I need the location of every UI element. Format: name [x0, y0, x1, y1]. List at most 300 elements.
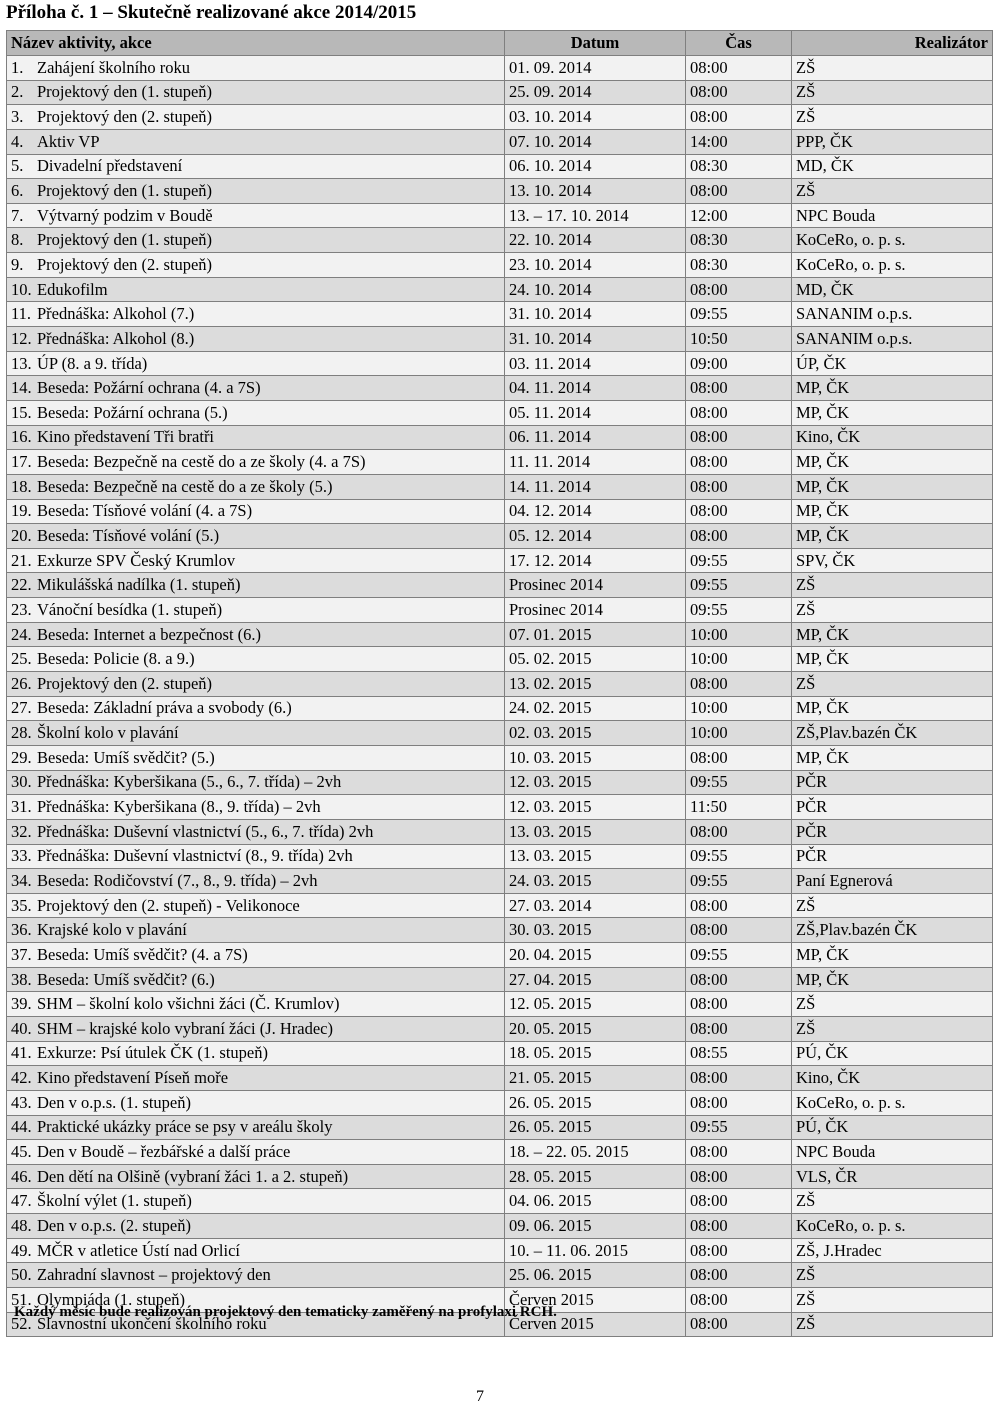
table-row	[7, 400, 993, 425]
row-number: 18.	[11, 476, 32, 496]
row-number: 14.	[11, 378, 32, 398]
row-number: 33.	[11, 846, 32, 866]
cell-organizer: ZŠ	[792, 672, 993, 697]
activity-name: Aktiv VP	[37, 131, 100, 151]
row-number: 4.	[11, 131, 24, 151]
table-row	[7, 1189, 993, 1214]
cell-date: Červen 2015	[505, 1288, 686, 1313]
footnote: Každý měsíc bude realizován projektový den tematicky zaměřený na profylaxi RCH.	[14, 1304, 557, 1320]
table-row	[7, 1016, 993, 1041]
table-row	[7, 450, 993, 475]
activity-name: Projektový den (2. stupeň)	[37, 107, 213, 127]
cell-time: 08:00	[686, 400, 792, 425]
cell-time: 09:55	[686, 573, 792, 598]
row-number: 11.	[11, 304, 32, 324]
cell-date: 03. 10. 2014	[505, 105, 686, 130]
row-number: 45.	[11, 1142, 32, 1161]
cell-date: 24. 03. 2015	[505, 869, 686, 894]
activity-name: Beseda: Policie (8. a 9.)	[37, 649, 195, 669]
cell-date: 12. 03. 2015	[505, 770, 686, 795]
page-number: 7	[476, 1388, 484, 1405]
cell-activity	[7, 647, 505, 672]
table-row	[7, 474, 993, 499]
cell-date: 21. 05. 2015	[505, 1066, 686, 1091]
row-number: 42.	[11, 1068, 32, 1088]
cell-time: 08:00	[686, 992, 792, 1017]
table-row	[7, 499, 993, 524]
cell-activity	[7, 228, 505, 253]
cell-date: 04. 12. 2014	[505, 499, 686, 524]
cell-activity	[7, 105, 505, 130]
cell-time: 09:55	[686, 598, 792, 623]
cell-organizer: PÚ, ČK	[792, 1115, 993, 1140]
table-row	[7, 918, 993, 943]
cell-activity	[7, 1090, 505, 1115]
activity-name: SHM – krajské kolo vybraní žáci (J. Hradec)	[37, 1018, 333, 1038]
activity-name: Den v o.p.s. (2. stupeň)	[37, 1215, 191, 1235]
activity-name: Beseda: Umíš svědčit? (5.)	[37, 747, 215, 767]
cell-date: 23. 10. 2014	[505, 253, 686, 278]
activity-name: Divadelní představení	[37, 156, 183, 176]
cell-time: 09:55	[686, 869, 792, 894]
table-row	[7, 696, 993, 721]
cell-time: 08:00	[686, 1090, 792, 1115]
activity-name: Školní kolo v plavání	[37, 723, 179, 743]
cell-activity	[7, 1164, 505, 1189]
cell-time: 09:55	[686, 844, 792, 869]
cell-date: Prosinec 2014	[505, 573, 686, 598]
table-row	[7, 1214, 993, 1239]
table-row	[7, 154, 993, 179]
cell-organizer: Kino, ČK	[792, 425, 993, 450]
activity-name: Beseda: Požární ochrana (5.)	[37, 402, 228, 422]
cell-time: 12:00	[686, 203, 792, 228]
activity-name: Přednáška: Kyberšikana (5., 6., 7. třída) – 2vh	[37, 772, 342, 792]
cell-organizer: KoCeRo, o. p. s.	[792, 253, 993, 278]
table-row	[7, 721, 993, 746]
cell-time: 08:55	[686, 1041, 792, 1066]
table-row	[7, 1041, 993, 1066]
cell-activity	[7, 400, 505, 425]
cell-organizer: ZŠ	[792, 105, 993, 130]
cell-time: 08:00	[686, 524, 792, 549]
cell-activity	[7, 524, 505, 549]
cell-organizer: MP, ČK	[792, 524, 993, 549]
cell-date: 17. 12. 2014	[505, 548, 686, 573]
row-number: 39.	[11, 994, 32, 1014]
activities-table	[6, 30, 993, 1337]
cell-organizer: Kino, ČK	[792, 1066, 993, 1091]
row-number: 12.	[11, 328, 32, 348]
cell-activity	[7, 943, 505, 968]
cell-time: 08:00	[686, 105, 792, 130]
row-number: 30.	[11, 772, 32, 792]
cell-organizer: ZŠ	[792, 1288, 993, 1313]
cell-time: 08:00	[686, 80, 792, 105]
row-number: 24.	[11, 624, 32, 644]
cell-organizer: ZŠ,Plav.bazén ČK	[792, 721, 993, 746]
row-number: 5.	[11, 156, 24, 176]
row-number: 15.	[11, 402, 32, 422]
cell-date: 04. 11. 2014	[505, 376, 686, 401]
cell-time: 10:00	[686, 721, 792, 746]
table-row	[7, 80, 993, 105]
cell-activity	[7, 253, 505, 278]
row-number: 40.	[11, 1018, 32, 1038]
cell-date: 01. 09. 2014	[505, 56, 686, 81]
cell-activity	[7, 351, 505, 376]
activity-name: Projektový den (2. stupeň)	[37, 254, 213, 274]
cell-date: 09. 06. 2015	[505, 1214, 686, 1239]
cell-activity	[7, 598, 505, 623]
cell-time: 08:00	[686, 1066, 792, 1091]
cell-activity	[7, 893, 505, 918]
cell-activity	[7, 696, 505, 721]
table-row	[7, 548, 993, 573]
cell-organizer: NPC Bouda	[792, 1140, 993, 1165]
cell-date: 06. 10. 2014	[505, 154, 686, 179]
cell-date: 27. 04. 2015	[505, 967, 686, 992]
cell-time: 08:00	[686, 474, 792, 499]
cell-organizer: KoCeRo, o. p. s.	[792, 228, 993, 253]
cell-date: 11. 11. 2014	[505, 450, 686, 475]
cell-activity	[7, 1263, 505, 1288]
table-row	[7, 302, 993, 327]
cell-date: 10. – 11. 06. 2015	[505, 1238, 686, 1263]
cell-date: 27. 03. 2014	[505, 893, 686, 918]
cell-organizer: KoCeRo, o. p. s.	[792, 1214, 993, 1239]
cell-time: 09:55	[686, 770, 792, 795]
cell-activity	[7, 844, 505, 869]
cell-organizer: ZŠ	[792, 179, 993, 204]
row-number: 21.	[11, 550, 32, 570]
cell-time: 09:55	[686, 943, 792, 968]
cell-activity	[7, 56, 505, 81]
cell-activity	[7, 1140, 505, 1165]
row-number: 25.	[11, 649, 32, 669]
cell-time: 11:50	[686, 795, 792, 820]
cell-organizer: ZŠ	[792, 1263, 993, 1288]
row-number: 31.	[11, 797, 32, 817]
cell-time: 08:00	[686, 56, 792, 81]
cell-organizer: ZŠ	[792, 893, 993, 918]
activity-name: Zahradní slavnost – projektový den	[37, 1265, 271, 1285]
cell-organizer: ZŠ,Plav.bazén ČK	[792, 918, 993, 943]
row-number: 26.	[11, 673, 32, 693]
row-number: 17.	[11, 452, 32, 472]
cell-date: 05. 02. 2015	[505, 647, 686, 672]
row-number: 13.	[11, 353, 32, 373]
cell-time: 08:00	[686, 1312, 792, 1337]
activity-name: Den v Boudě – řezbářské a další práce	[37, 1142, 291, 1161]
table-row	[7, 1090, 993, 1115]
activity-name: Exkurze SPV Český Krumlov	[37, 550, 236, 570]
table-row	[7, 992, 993, 1017]
cell-organizer: MP, ČK	[792, 499, 993, 524]
table-row	[7, 844, 993, 869]
cell-organizer: PČR	[792, 770, 993, 795]
cell-activity	[7, 1066, 505, 1091]
cell-organizer: KoCeRo, o. p. s.	[792, 1090, 993, 1115]
table-row	[7, 967, 993, 992]
cell-organizer: ZŠ, J.Hradec	[792, 1238, 993, 1263]
table-row	[7, 179, 993, 204]
cell-organizer: ZŠ	[792, 1016, 993, 1041]
cell-organizer: MP, ČK	[792, 400, 993, 425]
cell-activity	[7, 302, 505, 327]
row-number: 8.	[11, 230, 24, 250]
cell-activity	[7, 425, 505, 450]
cell-activity	[7, 622, 505, 647]
activity-name: Kino představení Tři bratři	[37, 427, 215, 447]
cell-organizer: MP, ČK	[792, 647, 993, 672]
row-number: 34.	[11, 870, 32, 890]
cell-organizer: VLS, ČR	[792, 1164, 993, 1189]
cell-time: 09:00	[686, 351, 792, 376]
cell-time: 08:00	[686, 819, 792, 844]
activity-name: Krajské kolo v plavání	[37, 920, 187, 940]
table-row	[7, 819, 993, 844]
cell-time: 09:55	[686, 302, 792, 327]
cell-activity	[7, 721, 505, 746]
cell-organizer: ZŠ	[792, 80, 993, 105]
row-number: 36.	[11, 920, 32, 940]
cell-time: 08:00	[686, 918, 792, 943]
table-row	[7, 203, 993, 228]
table-row	[7, 1115, 993, 1140]
activity-name: MČR v atletice Ústí nad Orlicí	[37, 1240, 241, 1260]
row-number: 51.	[11, 1289, 32, 1309]
row-number: 38.	[11, 969, 32, 989]
activity-name: Kino představení Píseň moře	[37, 1068, 229, 1088]
cell-organizer: MP, ČK	[792, 376, 993, 401]
cell-time: 08:00	[686, 1214, 792, 1239]
row-number: 23.	[11, 599, 32, 619]
activity-name: Přednáška: Alkohol (7.)	[37, 304, 195, 324]
cell-date: 14. 11. 2014	[505, 474, 686, 499]
table-row	[7, 56, 993, 81]
cell-time: 08:00	[686, 1164, 792, 1189]
cell-organizer: MP, ČK	[792, 943, 993, 968]
table-row	[7, 598, 993, 623]
activity-name: Edukofilm	[37, 279, 108, 299]
cell-activity	[7, 474, 505, 499]
row-number: 50.	[11, 1265, 32, 1285]
cell-time: 08:00	[686, 745, 792, 770]
activity-name: Projektový den (1. stupeň)	[37, 82, 213, 102]
cell-organizer: ZŠ	[792, 598, 993, 623]
cell-date: 31. 10. 2014	[505, 302, 686, 327]
cell-time: 14:00	[686, 129, 792, 154]
cell-date: 25. 06. 2015	[505, 1263, 686, 1288]
cell-activity	[7, 992, 505, 1017]
cell-activity	[7, 1189, 505, 1214]
row-number: 44.	[11, 1117, 32, 1137]
cell-organizer: MD, ČK	[792, 277, 993, 302]
cell-time: 08:00	[686, 1288, 792, 1313]
cell-date: 07. 01. 2015	[505, 622, 686, 647]
activity-name: Beseda: Bezpečně na cestě do a ze školy (4. a 7S)	[37, 452, 366, 472]
cell-date: 26. 05. 2015	[505, 1090, 686, 1115]
cell-activity	[7, 1016, 505, 1041]
table-row	[7, 105, 993, 130]
cell-organizer: ÚP, ČK	[792, 351, 993, 376]
cell-activity	[7, 179, 505, 204]
cell-activity	[7, 1238, 505, 1263]
table-row	[7, 893, 993, 918]
cell-time: 09:55	[686, 1115, 792, 1140]
cell-activity	[7, 129, 505, 154]
cell-organizer: MP, ČK	[792, 474, 993, 499]
table-row	[7, 277, 993, 302]
cell-organizer: MP, ČK	[792, 622, 993, 647]
cell-activity	[7, 672, 505, 697]
header-time: Čas	[686, 31, 792, 56]
activity-name: Školní výlet (1. stupeň)	[37, 1191, 192, 1211]
activity-name: Den dětí na Olšině (vybraní žáci 1. a 2. stupeň)	[37, 1166, 349, 1186]
cell-date: 12. 05. 2015	[505, 992, 686, 1017]
table-row	[7, 253, 993, 278]
cell-date: 04. 06. 2015	[505, 1189, 686, 1214]
activity-name: Výtvarný podzim v Boudě	[37, 205, 213, 225]
cell-date: 18. 05. 2015	[505, 1041, 686, 1066]
row-number: 10.	[11, 279, 32, 299]
cell-time: 08:00	[686, 893, 792, 918]
activity-name: Den v o.p.s. (1. stupeň)	[37, 1092, 191, 1112]
cell-date: 05. 12. 2014	[505, 524, 686, 549]
cell-organizer: PÚ, ČK	[792, 1041, 993, 1066]
cell-time: 08:00	[686, 277, 792, 302]
cell-activity	[7, 745, 505, 770]
row-number: 9.	[11, 254, 24, 274]
cell-time: 08:00	[686, 1238, 792, 1263]
cell-activity	[7, 548, 505, 573]
cell-activity	[7, 869, 505, 894]
table-row	[7, 745, 993, 770]
activity-name: Přednáška: Alkohol (8.)	[37, 328, 195, 348]
cell-date: 30. 03. 2015	[505, 918, 686, 943]
cell-date: 10. 03. 2015	[505, 745, 686, 770]
row-number: 41.	[11, 1043, 32, 1063]
cell-organizer: MP, ČK	[792, 696, 993, 721]
cell-time: 08:30	[686, 253, 792, 278]
table-body	[7, 56, 993, 1337]
table-row	[7, 770, 993, 795]
activity-name: Olympiáda (1. stupeň)	[37, 1289, 186, 1309]
row-number: 49.	[11, 1240, 32, 1260]
row-number: 20.	[11, 525, 32, 545]
table-row	[7, 795, 993, 820]
table-row	[7, 943, 993, 968]
cell-time: 08:30	[686, 154, 792, 179]
row-number: 1.	[11, 57, 24, 77]
table-row	[7, 1164, 993, 1189]
cell-date: 13. 03. 2015	[505, 819, 686, 844]
header-name: Název aktivity, akce	[7, 31, 505, 56]
page-title: Příloha č. 1 – Skutečně realizované akce 2014/2015	[6, 2, 417, 23]
cell-date: 28. 05. 2015	[505, 1164, 686, 1189]
cell-time: 08:00	[686, 425, 792, 450]
cell-time: 09:55	[686, 548, 792, 573]
cell-date: 13. – 17. 10. 2014	[505, 203, 686, 228]
table-row	[7, 376, 993, 401]
activity-name: Praktické ukázky práce se psy v areálu školy	[37, 1117, 333, 1137]
cell-activity	[7, 795, 505, 820]
activity-name: Projektový den (1. stupeň)	[37, 230, 213, 250]
row-number: 16.	[11, 427, 32, 447]
cell-organizer: Paní Egnerová	[792, 869, 993, 894]
table-row	[7, 228, 993, 253]
row-number: 32.	[11, 821, 32, 841]
activity-name: Zahájení školního roku	[37, 57, 191, 77]
activity-name: Beseda: Rodičovství (7., 8., 9. třída) – 2vh	[37, 870, 318, 890]
cell-time: 08:00	[686, 1263, 792, 1288]
activity-name: Slavnostní ukončení školního roku	[37, 1314, 267, 1334]
activity-name: Projektový den (2. stupeň) - Velikonoce	[37, 895, 300, 915]
table-row	[7, 1263, 993, 1288]
table-row	[7, 129, 993, 154]
cell-date: 13. 10. 2014	[505, 179, 686, 204]
cell-date: 25. 09. 2014	[505, 80, 686, 105]
row-number: 6.	[11, 181, 24, 201]
table-row	[7, 622, 993, 647]
row-number: 2.	[11, 82, 24, 102]
activity-name: ÚP (8. a 9. třída)	[37, 353, 148, 373]
cell-time: 10:00	[686, 696, 792, 721]
activity-name: Přednáška: Duševní vlastnictví (8., 9. třída) 2vh	[37, 846, 353, 866]
cell-activity	[7, 277, 505, 302]
row-number: 43.	[11, 1092, 32, 1112]
activity-name: Beseda: Tísňové volání (5.)	[37, 525, 220, 545]
row-number: 46.	[11, 1166, 32, 1186]
activity-name: Beseda: Internet a bezpečnost (6.)	[37, 624, 262, 644]
cell-organizer: MP, ČK	[792, 967, 993, 992]
cell-date: 20. 04. 2015	[505, 943, 686, 968]
cell-date: 02. 03. 2015	[505, 721, 686, 746]
activity-name: Přednáška: Duševní vlastnictví (5., 6., 7. třída) 2vh	[37, 821, 374, 841]
cell-activity	[7, 327, 505, 352]
cell-activity	[7, 1115, 505, 1140]
cell-date: 24. 02. 2015	[505, 696, 686, 721]
cell-organizer: SANANIM o.p.s.	[792, 302, 993, 327]
row-number: 28.	[11, 723, 32, 743]
cell-activity	[7, 154, 505, 179]
cell-organizer: MP, ČK	[792, 450, 993, 475]
cell-activity	[7, 80, 505, 105]
activity-name: Beseda: Základní práva a svobody (6.)	[37, 698, 292, 718]
cell-time: 08:00	[686, 1189, 792, 1214]
cell-time: 08:00	[686, 1016, 792, 1041]
cell-time: 08:00	[686, 672, 792, 697]
cell-organizer: MP, ČK	[792, 745, 993, 770]
cell-organizer: PČR	[792, 795, 993, 820]
activity-name: Exkurze: Psí útulek ČK (1. stupeň)	[37, 1043, 268, 1063]
activity-name: Beseda: Bezpečně na cestě do a ze školy (5.)	[37, 476, 333, 496]
cell-time: 10:00	[686, 647, 792, 672]
cell-date: 20. 05. 2015	[505, 1016, 686, 1041]
row-number: 47.	[11, 1191, 32, 1211]
cell-date: 31. 10. 2014	[505, 327, 686, 352]
row-number: 37.	[11, 944, 32, 964]
activity-name: Projektový den (2. stupeň)	[37, 673, 213, 693]
row-number: 7.	[11, 205, 24, 225]
cell-activity	[7, 203, 505, 228]
table-row	[7, 327, 993, 352]
cell-organizer: ZŠ	[792, 573, 993, 598]
cell-time: 08:00	[686, 376, 792, 401]
cell-date: 13. 03. 2015	[505, 844, 686, 869]
cell-date: 05. 11. 2014	[505, 400, 686, 425]
